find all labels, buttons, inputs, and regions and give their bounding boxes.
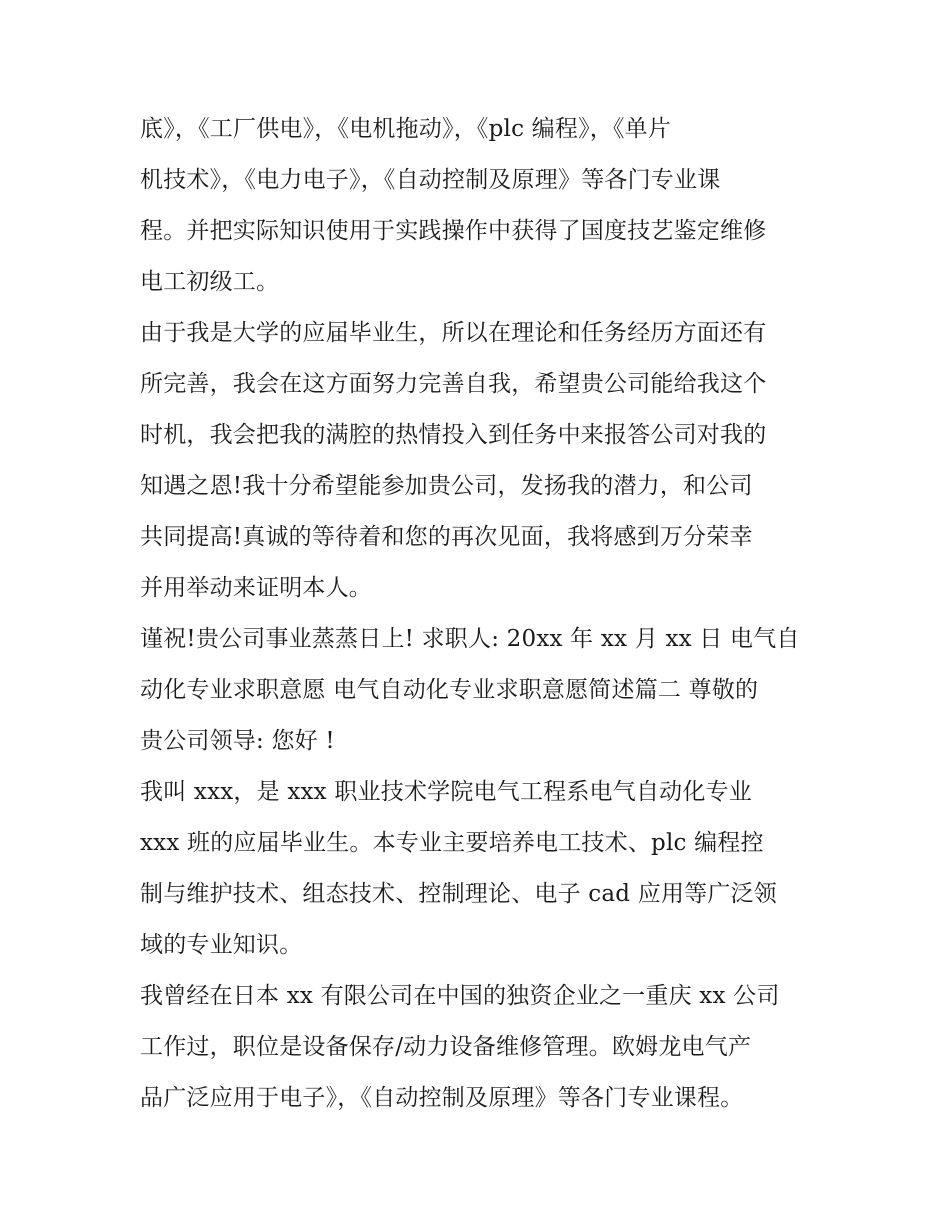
text-line: 所完善，我会在这方面努力完善自我，希望贵公司能给我这个 (140, 371, 767, 397)
document-body (140, 104, 840, 1124)
text-line: 我叫 xxx，是 xxx 职业技术学院电气工程系电气自动化专业 (140, 779, 752, 805)
text-line: 品广泛应用于电子》，《自动控制及原理》等各门专业课程。 (140, 1085, 744, 1111)
text-line: 时机，我会把我的满腔的热情投入到任务中来报答公司对我的 (140, 422, 767, 448)
text-line: 我曾经在日本 xx 有限公司在中国的独资企业之一重庆 xx 公司 (140, 983, 780, 1009)
text-line: 贵公司领导: 您好 ! (140, 728, 335, 754)
text-line: 工作过，职位是设备保存/动力设备维修管理。欧姆龙电气产 (140, 1034, 752, 1060)
text-line: 谨祝!贵公司事业蒸蒸日上! 求职人: 20xx 年 xx 月 xx 日 电气自 (140, 626, 800, 652)
text-line: 并用举动来证明本人。 (140, 575, 372, 601)
text-line: 动化专业求职意愿 电气自动化专业求职意愿简述篇二 尊敬的 (140, 677, 759, 703)
text-line: 程。并把实际知识使用于实践操作中获得了国度技艺鉴定维修 (140, 218, 767, 244)
text-line: 制与维护技术、组态技术、控制理论、电子 cad 应用等广泛领 (140, 881, 777, 907)
text-line: 知遇之恩!我十分希望能参加贵公司，发扬我的潜力，和公司 (140, 473, 753, 499)
text-line: xxx 班的应届毕业生。本专业主要培养电工技术、plc 编程控 (140, 830, 764, 856)
text-line: 由于我是大学的应届毕业生，所以在理论和任务经历方面还有 (140, 320, 767, 346)
text-line: 机技术》，《电力电子》，《自动控制及原理》等各门专业课 (140, 167, 721, 193)
text-line: 底》，《工厂供电》，《电机拖动》，《plc 编程》，《单片 (140, 116, 672, 142)
text-line: 电工初级工。 (140, 269, 280, 295)
text-line: 共同提高!真诚的等待着和您的再次见面，我将感到万分荣幸 (140, 524, 753, 550)
text-line: 域的专业知识。 (140, 932, 303, 958)
